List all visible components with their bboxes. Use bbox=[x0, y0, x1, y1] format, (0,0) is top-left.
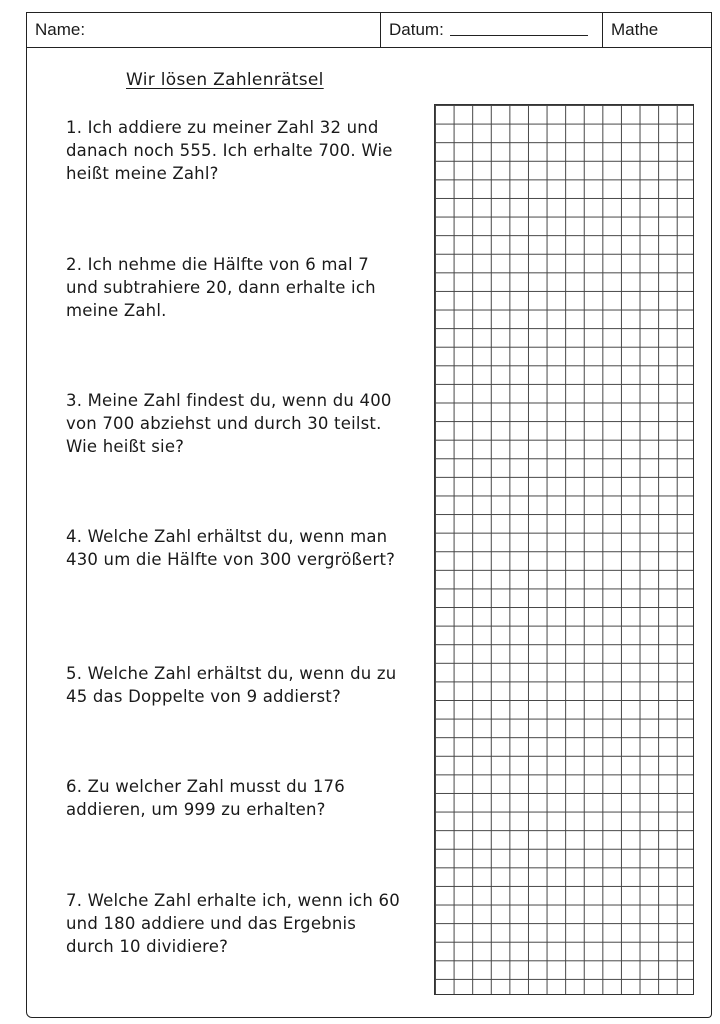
task-5: 5. Welche Zahl erhältst du, wenn du zu 45 das Doppelte von 9 addierst? bbox=[66, 664, 397, 706]
task-6: 6. Zu welcher Zahl musst du 176 addieren, um 999 zu erhalten? bbox=[66, 777, 345, 819]
task-3: 3. Meine Zahl findest du, wenn du 400 von 700 abziehst und durch 30 teilst. Wie heißt sie? bbox=[66, 391, 392, 456]
task-7: 7. Welche Zahl erhalte ich, wenn ich 60 und 180 addiere und das Ergebnis durch 10 dividiere? bbox=[66, 891, 400, 956]
task-4: 4. Welche Zahl erhältst du, wenn man 430 um die Hälfte von 300 vergrößert? bbox=[66, 527, 396, 569]
name-label: Name: bbox=[35, 20, 86, 39]
date-field[interactable] bbox=[381, 13, 603, 47]
task-1: 1. Ich addiere zu meiner Zahl 32 und danach noch 555. Ich erhalte 700. Wie heißt meine Zahl? bbox=[66, 118, 393, 183]
squared-answer-grid[interactable] bbox=[434, 104, 694, 995]
name-field[interactable] bbox=[27, 13, 381, 47]
header-table bbox=[26, 12, 712, 48]
date-label: Datum: bbox=[389, 20, 444, 39]
subject-cell bbox=[603, 13, 711, 47]
worksheet-title: Wir lösen Zahlenrätsel bbox=[126, 70, 324, 90]
subject-label: Mathe bbox=[611, 20, 659, 39]
task-2: 2. Ich nehme die Hälfte von 6 mal 7 und subtrahiere 20, dann erhalte ich meine Zahl. bbox=[66, 255, 376, 320]
date-line bbox=[450, 25, 588, 36]
